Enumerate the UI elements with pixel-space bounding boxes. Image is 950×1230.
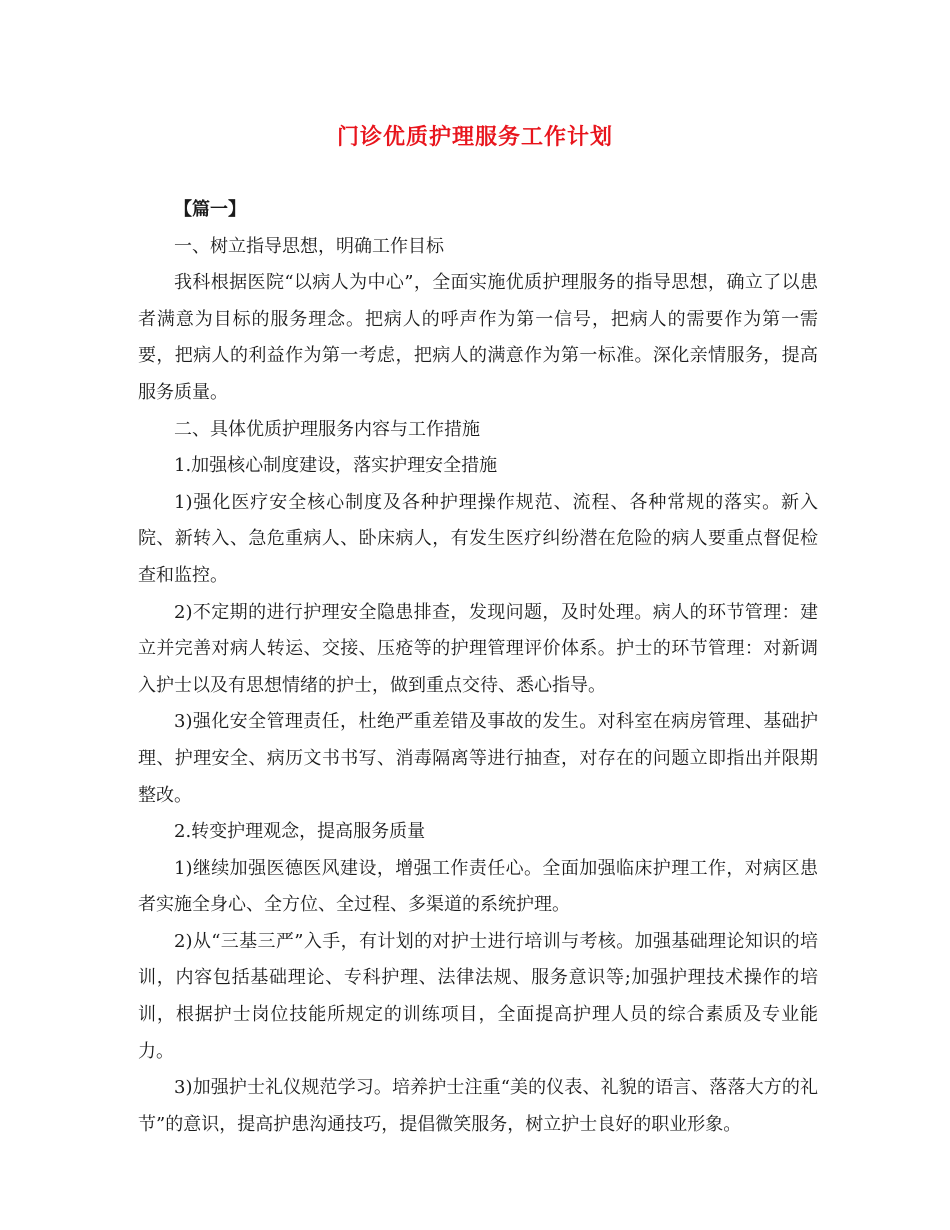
heading-2: 二、具体优质护理服务内容与工作措施: [174, 418, 480, 440]
list-item: 3)强化安全管理责任，杜绝严重差错及事故的发生。对科室在病房管理、基础护理、护理安全、病历文书书写、消毒隔离等进行抽查，对存在的问题立即指出并限期整改。: [138, 711, 818, 806]
list-item: 1)强化医疗安全核心制度及各种护理操作规范、流程、各种常规的落实。新入院、新转入、急危重病人、卧床病人，有发生医疗纠纷潜在危险的病人要重点督促检查和监控。: [138, 491, 818, 586]
subheading: 2.转变护理观念，提高服务质量: [174, 821, 426, 843]
heading-1: 一、树立指导思想，明确工作目标: [174, 235, 444, 257]
document-title: 门诊优质护理服务工作计划: [336, 125, 613, 150]
section-marker: 【篇一】: [174, 199, 246, 220]
subheading: 1.加强核心制度建设，落实护理安全措施: [174, 455, 498, 477]
paragraph: 我科根据医院“以病人为中心”，全面实施优质护理服务的指导思想，确立了以患者满意为目标的服务理念。把病人的呼声作为第一信号，把病人的需要作为第一需要，把病人的利益作为第一考虑，把病人的满意作为第一标准。深化亲情服务，提高服务质量。: [138, 272, 818, 403]
list-item: 1)继续加强医德医风建设，增强工作责任心。全面加强临床护理工作，对病区患者实施全身心、全方位、全过程、多渠道的系统护理。: [138, 857, 818, 916]
list-item: 2)从“三基三严”入手，有计划的对护士进行培训与考核。加强基础理论知识的培训，内容包括基础理论、专科护理、法律法规、服务意识等;加强护理技术操作的培训，根据护士岗位技能所规定的训练项目，全面提高护理人员的综合素质及专业能力。: [138, 930, 818, 1062]
list-item: 2)不定期的进行护理安全隐患排查，发现问题，及时处理。病人的环节管理：建立并完善对病人转运、交接、压疮等的护理管理评价体系。护士的环节管理：对新调入护士以及有思想情绪的护士，做到重点交待、悉心指导。: [138, 601, 818, 696]
document-body: [138, 192, 818, 1143]
list-item: 3)加强护士礼仪规范学习。培养护士注重“美的仪表、礼貌的语言、落落大方的礼节”的意识，提高护患沟通技巧，提倡微笑服务，树立护士良好的职业形象。: [138, 1077, 818, 1135]
